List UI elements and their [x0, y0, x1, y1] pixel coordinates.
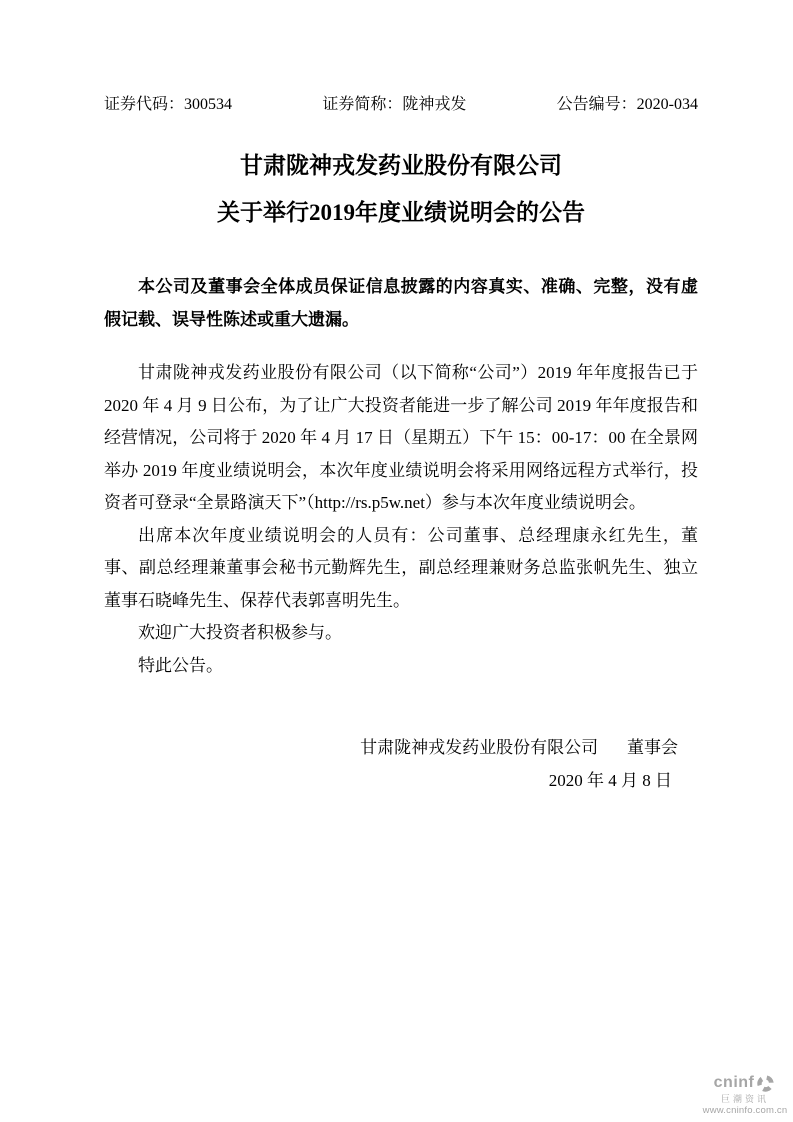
signature-block	[104, 732, 698, 797]
doc-title-company: 甘肃陇神戎发药业股份有限公司	[240, 153, 562, 178]
paragraph-meeting-info: 甘肃陇神戎发药业股份有限公司（以下简称“公司”）2019 年年度报告已于 2020 年 4 月 9 日公布，为了让广大投资者能进一步了解公司 2019 年年度报告和经营情况，公司将于 2020 年 4 月 17 日（星期五）下午 15：00-17：00 在全景网举办 2019 年度业绩说明会，本次年度业绩说明会将采用网络远程方式举行，投资者可登录“全景路演天下”（http://rs.p5w.net）参与本次年度业绩说明会。	[104, 363, 698, 512]
doc-body	[104, 357, 698, 682]
signature-board: 董事会	[627, 738, 678, 757]
cninfo-swirl-icon	[753, 1071, 778, 1096]
stock-abbr-label: 证券简称：	[322, 96, 403, 113]
stock-abbr-value: 陇神戎发	[402, 96, 467, 113]
announcement-no-label: 公告编号：	[556, 96, 637, 113]
doc-title-subject: 关于举行2019年度业绩说明会的公告	[217, 200, 585, 225]
cninfo-logo	[701, 1073, 789, 1116]
stock-abbr	[322, 94, 466, 115]
signature-company-line	[104, 732, 698, 765]
stock-code-label: 证券代码：	[104, 96, 185, 113]
cninfo-url: www.cninfo.com.cn	[702, 1104, 788, 1116]
signature-company: 甘肃陇神戎发药业股份有限公司	[360, 738, 599, 757]
cninfo-brand-text: cninf	[713, 1074, 755, 1092]
paragraph-attendees: 出席本次年度业绩说明会的人员有：公司董事、总经理康永红先生，董事、副总经理兼董事会秘书元勤辉先生，副总经理兼财务总监张帆先生、独立董事石晓峰先生、保荐代表郭喜明先生。	[104, 525, 698, 610]
cninfo-brand-row	[701, 1073, 789, 1094]
announcement-no-value: 2020-034	[636, 96, 698, 113]
cninfo-cn-name: 巨潮资讯	[720, 1093, 769, 1104]
stock-code	[104, 94, 232, 115]
signature-date: 2020 年 4 月 8 日	[548, 770, 672, 790]
paragraph-welcome: 欢迎广大投资者积极参与。	[138, 623, 342, 642]
stock-code-value: 300534	[184, 96, 233, 113]
disclosure-statement: 本公司及董事会全体成员保证信息披露的内容真实、准确、完整，没有虚假记载、误导性陈述或重大遗漏。	[104, 277, 698, 329]
doc-header	[104, 94, 698, 115]
paragraph-closing: 特此公告。	[138, 655, 223, 675]
announcement-no	[557, 94, 698, 115]
